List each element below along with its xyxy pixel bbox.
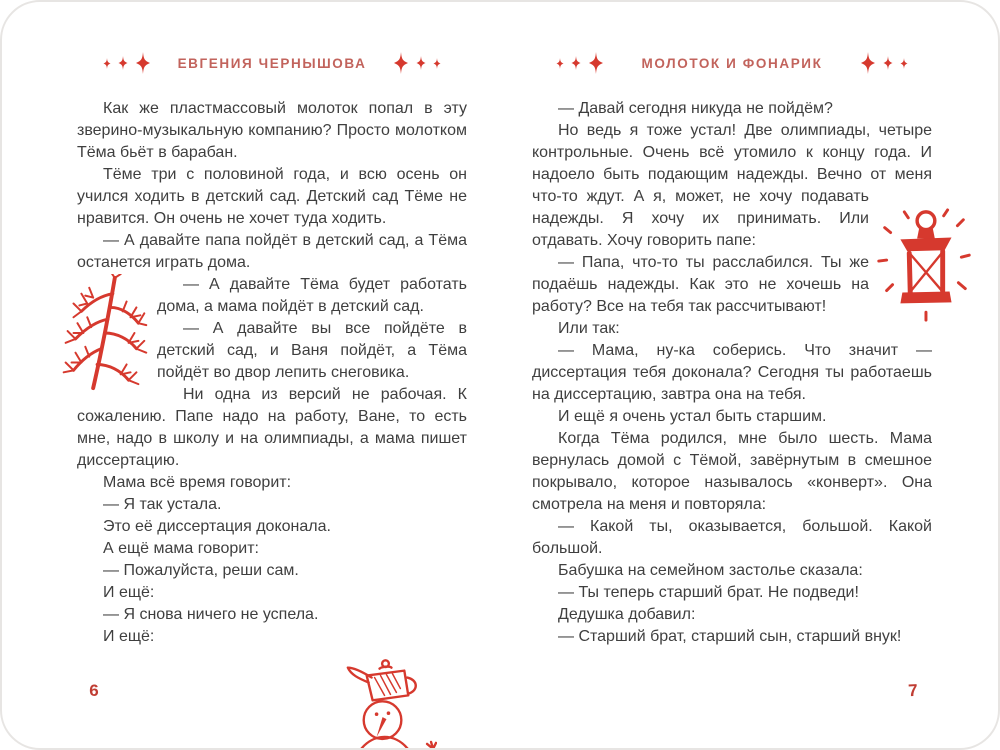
sparkle-icon (556, 58, 564, 69)
left-running-head (77, 48, 467, 78)
page-number-right: 7 (907, 680, 919, 701)
paragraph: — Мама, ну-ка соберись. Что значит — диссертация тебя доконала? Сегодня ты работаешь на диссертацию, завтра она на тебя. (532, 342, 932, 403)
sparkle-icon (588, 52, 604, 74)
right-running-head (530, 48, 934, 78)
left-page-text (77, 98, 467, 750)
sparkle-icon (433, 58, 441, 69)
lantern-illustration (877, 206, 932, 324)
sparkle-icon (118, 56, 128, 70)
paragraph: Тёме три с половиной года, и всю осень он учился ходить в детский сад. Детский сад Тёме не нравится. Он очень не хочет туда ходить. (77, 166, 467, 227)
paragraph: — Старший брат, старший сын, старший внук! (558, 628, 902, 645)
snowman-illustration (333, 650, 437, 750)
sparkle-icon (883, 56, 893, 70)
sparkle-group-right (860, 52, 908, 74)
sparkle-icon (416, 56, 426, 70)
paragraph: — Пожалуйста, реши сам. (103, 562, 299, 579)
paragraph: И ещё: (103, 628, 155, 645)
paragraph: И ещё: (103, 584, 155, 601)
sparkle-group-right (393, 52, 441, 74)
sparkle-icon (103, 58, 111, 69)
paragraph: Это её диссертация доконала. (103, 518, 331, 535)
paragraph: Ни одна из версий не рабочая. К сожалению. Папе надо на работу, Ване, то есть мне, надо в школу и на олимпиады, а мама пишет диссертацию. (77, 386, 467, 469)
paragraph: Дедушка добавил: (558, 606, 696, 623)
paragraph: — Давай сегодня никуда не пойдём? (558, 100, 833, 117)
paragraph: Когда Тёма родился, мне было шесть. Мама вернулась домой с Тёмой, завёрнутым в смешное покрывало, которое называлось «конверт». Она смотрела на меня и повторяла: (532, 430, 932, 513)
paragraph: — Я так устала. (103, 496, 222, 513)
paragraph: — Какой ты, оказывается, большой. Какой большой. (532, 518, 932, 557)
fir-branch-illustration (77, 278, 149, 390)
sparkle-icon (860, 52, 876, 74)
paragraph: А ещё мама говорит: (103, 540, 259, 557)
sparkle-icon (571, 56, 581, 70)
paragraph: — А давайте папа пойдёт в детский сад, а Тёма останется играть дома. (77, 232, 467, 271)
paragraph: Как же пластмассовый молоток попал в эту зверино-музыкальную компанию? Просто молотком Тёма бьёт в барабан. (77, 100, 467, 161)
sparkle-group-left (103, 52, 151, 74)
paragraph: — Я снова ничего не успела. (103, 606, 319, 623)
paragraph: Мама всё время говорит: (103, 474, 292, 491)
author-name: ЕВГЕНИЯ ЧЕРНЫШОВА (177, 55, 367, 71)
paragraph: Или так: (558, 320, 620, 337)
paragraph: Бабушка на семейном застолье сказала: (558, 562, 863, 579)
sparkle-icon (393, 52, 409, 74)
page-number-left: 6 (89, 681, 99, 700)
right-page-text (532, 98, 932, 648)
paragraph: — Папа, что-то ты расслабился. Ты же подаёшь надежды. Как это не хочешь на работу? Все на тебя так рассчитывают! (532, 254, 869, 315)
paragraph: — А давайте Тёма будет работать дома, а мама пойдёт в детский сад. (157, 276, 467, 315)
book-title: МОЛОТОК И ФОНАРИК (641, 55, 823, 71)
paragraph: — А давайте вы все пойдёте в детский сад, и Ваня пойдёт, а Тёма пойдёт во двор лепить снеговика. (157, 320, 467, 381)
paragraph: — Ты теперь старший брат. Не подведи! (558, 584, 859, 601)
sparkle-icon (900, 58, 908, 69)
sparkle-group-left (556, 52, 604, 74)
sparkle-icon (135, 52, 151, 74)
paragraph: Но ведь я тоже устал! Две олимпиады, четыре контрольные. Очень всё утомило к концу года. И надоело быть подающим надежды. Вечно от меня что-то ждут. А я, может, не хочу подавать надежды. Я хочу их принимать. Или отдавать. Хочу говорить папе: (532, 122, 932, 249)
paragraph: И ещё я очень устал быть старшим. (558, 408, 827, 425)
